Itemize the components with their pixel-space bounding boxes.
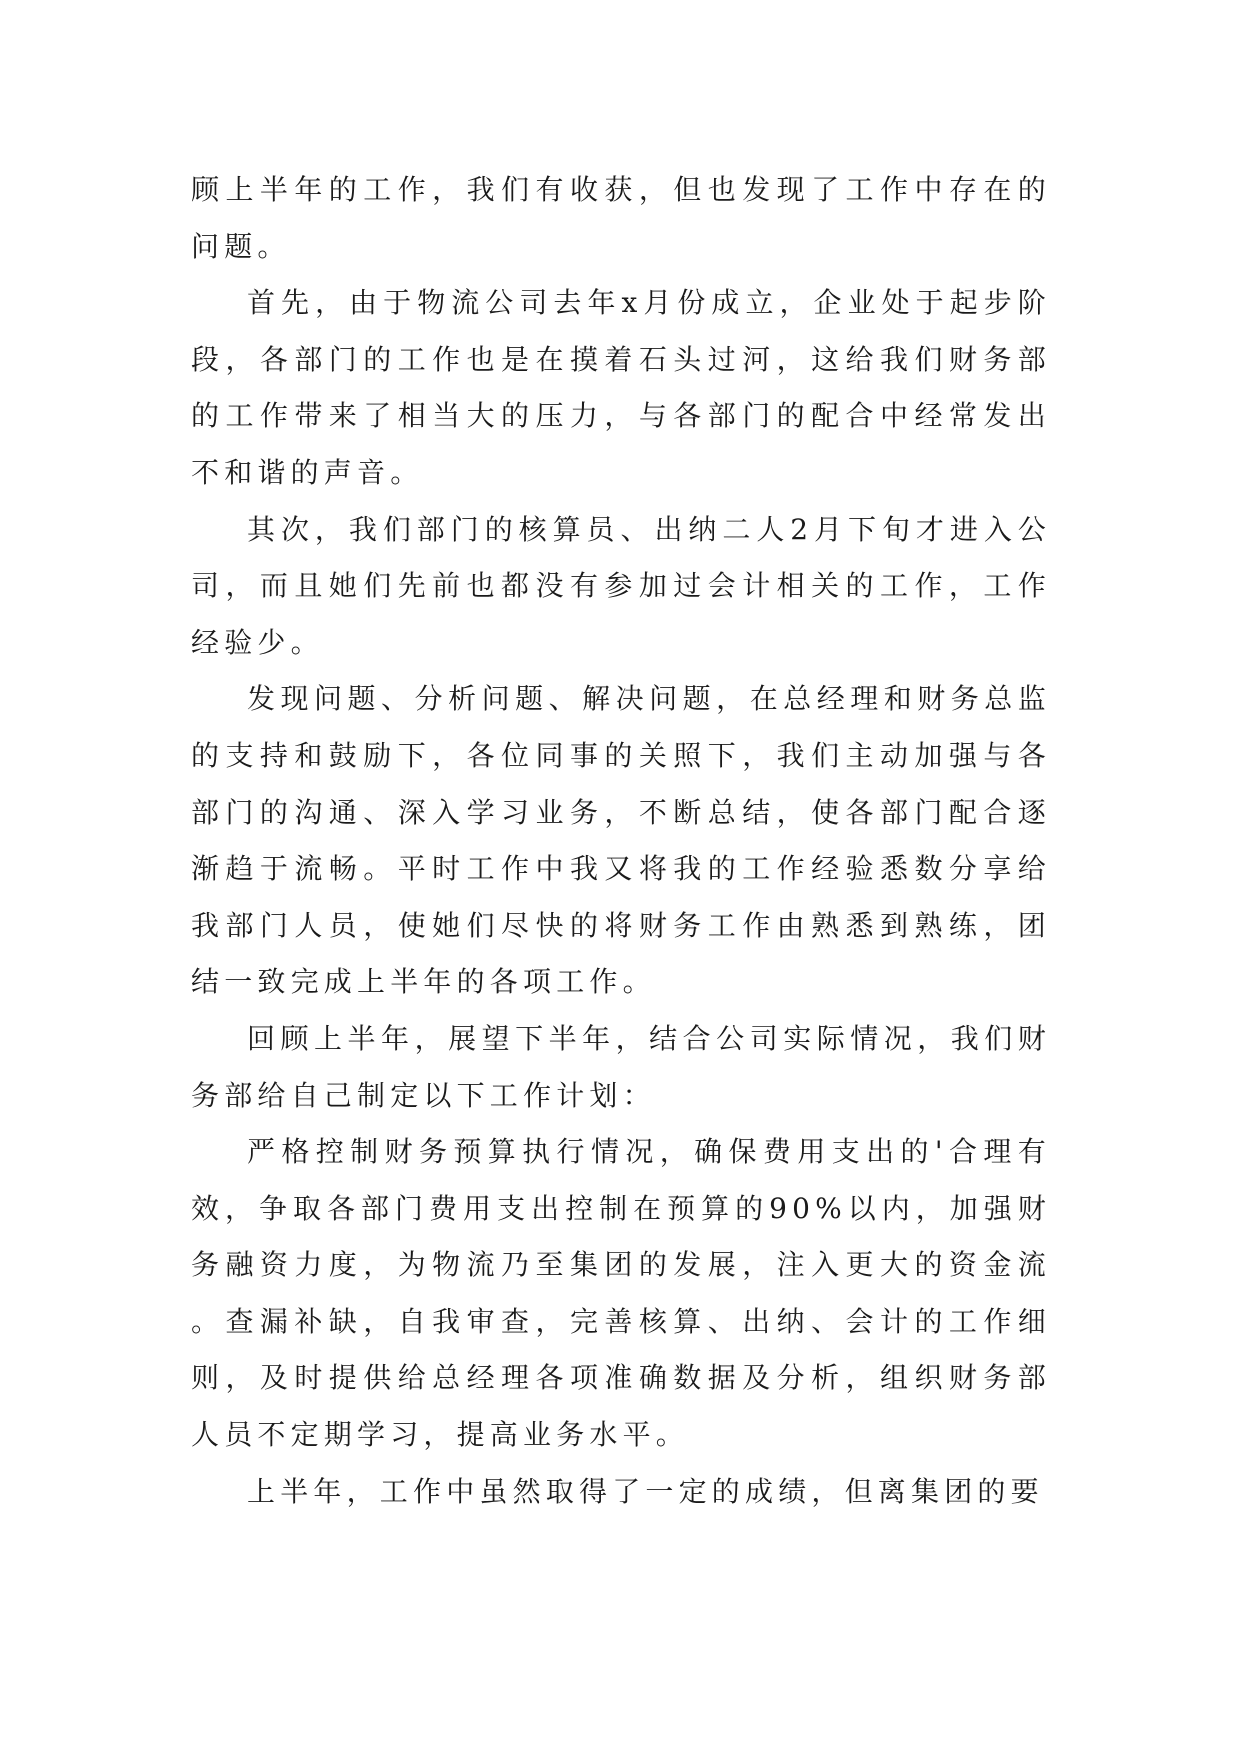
paragraph-7: 上半年，工作中虽然取得了一定的成绩，但离集团的要 [247, 1474, 1044, 1508]
paragraph-5: 回顾上半年，展望下半年，结合公司实际情况，我们财务部给自己制定以下工作计划： [191, 1021, 1051, 1112]
body-text [191, 162, 1051, 1520]
paragraph-2: 首先，由于物流公司去年x月份成立，企业处于起步阶段，各部门的工作也是在摸着石头过河，这给我们财务部的工作带来了相当大的压力，与各部门的配合中经常发出不和谐的声音。 [191, 286, 1051, 489]
paragraph-3: 其次，我们部门的核算员、出纳二人2月下旬才进入公司，而且她们先前也都没有参加过会计相关的工作，工作经验少。 [191, 512, 1051, 659]
paragraph-1: 顾上半年的工作，我们有收获，但也发现了工作中存在的问题。 [191, 173, 1051, 263]
paragraph-4: 发现问题、分析问题、解决问题，在总经理和财务总监的支持和鼓励下，各位同事的关照下，我们主动加强与各部门的沟通、深入学习业务，不断总结，使各部门配合逐渐趋于流畅。平时工作中我又将我的工作经验悉数分享给我部门人员，使她们尽快的将财务工作由熟悉到熟练，团结一致完成上半年的各项工作。 [191, 682, 1051, 999]
paragraph-6: 严格控制财务预算执行情况，确保费用支出的'合理有效，争取各部门费用支出控制在预算的90%以内，加强财务融资力度，为物流乃至集团的发展，注入更大的资金流。查漏补缺，自我审查，完善核算、出纳、会计的工作细则，及时提供给总经理各项准确数据及分析，组织财务部人员不定期学习，提高业务水平。 [191, 1135, 1051, 1452]
